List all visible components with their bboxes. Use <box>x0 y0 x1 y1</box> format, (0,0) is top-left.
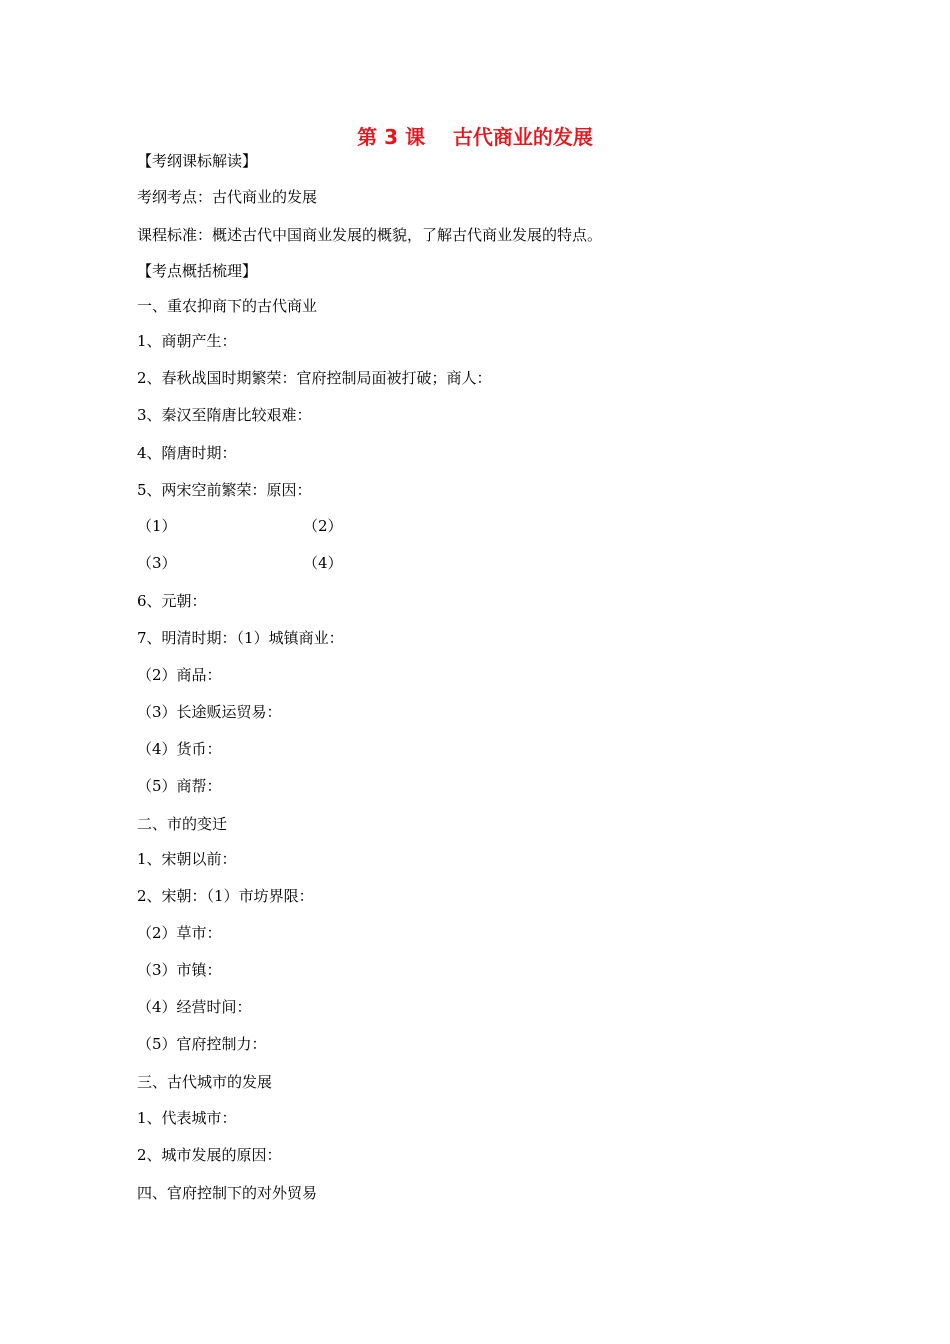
list-item: （2） <box>303 517 343 535</box>
section-heading-3: 三、古代城市的发展 <box>137 1073 273 1091</box>
page-title: 第 3 课 古代商业的发展 <box>357 125 593 149</box>
section-heading-2: 二、市的变迁 <box>137 815 228 833</box>
text-line: 4、隋唐时期： <box>137 444 237 462</box>
text-line: 1、宋朝以前： <box>137 850 237 868</box>
section-heading-4: 四、官府控制下的对外贸易 <box>137 1184 318 1202</box>
list-item: （1） <box>137 517 177 535</box>
text-line: 5、两宋空前繁荣：原因： <box>137 481 312 499</box>
text-line: 3、秦汉至隋唐比较艰难： <box>137 406 312 424</box>
text-line: （4）经营时间： <box>137 998 252 1016</box>
section-heading-syllabus: 【考纲课标解读】 <box>137 152 258 170</box>
text-line: 2、城市发展的原因： <box>137 1146 282 1164</box>
text-line: （3）市镇： <box>137 961 222 979</box>
text-line: 1、商朝产生： <box>137 332 237 350</box>
list-item: （3） <box>137 554 177 572</box>
text-line: 2、宋朝：（1）市坊界限： <box>137 887 314 905</box>
text-line: 6、元朝： <box>137 592 207 610</box>
text-line: （4）货币： <box>137 740 222 758</box>
text-line-curriculum-standard: 课程标准：概述古代中国商业发展的概貌，了解古代商业发展的特点。 <box>137 226 603 244</box>
text-line: 1、代表城市： <box>137 1109 237 1127</box>
text-line: （2）商品： <box>137 666 222 684</box>
section-heading-1: 一、重农抑商下的古代商业 <box>137 297 318 315</box>
text-line: （3）长途贩运贸易： <box>137 703 282 721</box>
text-line: （5）官府控制力： <box>137 1035 267 1053</box>
text-line: 2、春秋战国时期繁荣：官府控制局面被打破；商人： <box>137 369 492 387</box>
text-line-exam-point: 考纲考点：古代商业的发展 <box>137 188 318 206</box>
text-line: （2）草市： <box>137 924 222 942</box>
section-heading-summary: 【考点概括梳理】 <box>137 262 258 280</box>
text-line: 7、明清时期：（1）城镇商业： <box>137 629 344 647</box>
text-line: （5）商帮： <box>137 777 222 795</box>
list-item: （4） <box>303 554 343 572</box>
